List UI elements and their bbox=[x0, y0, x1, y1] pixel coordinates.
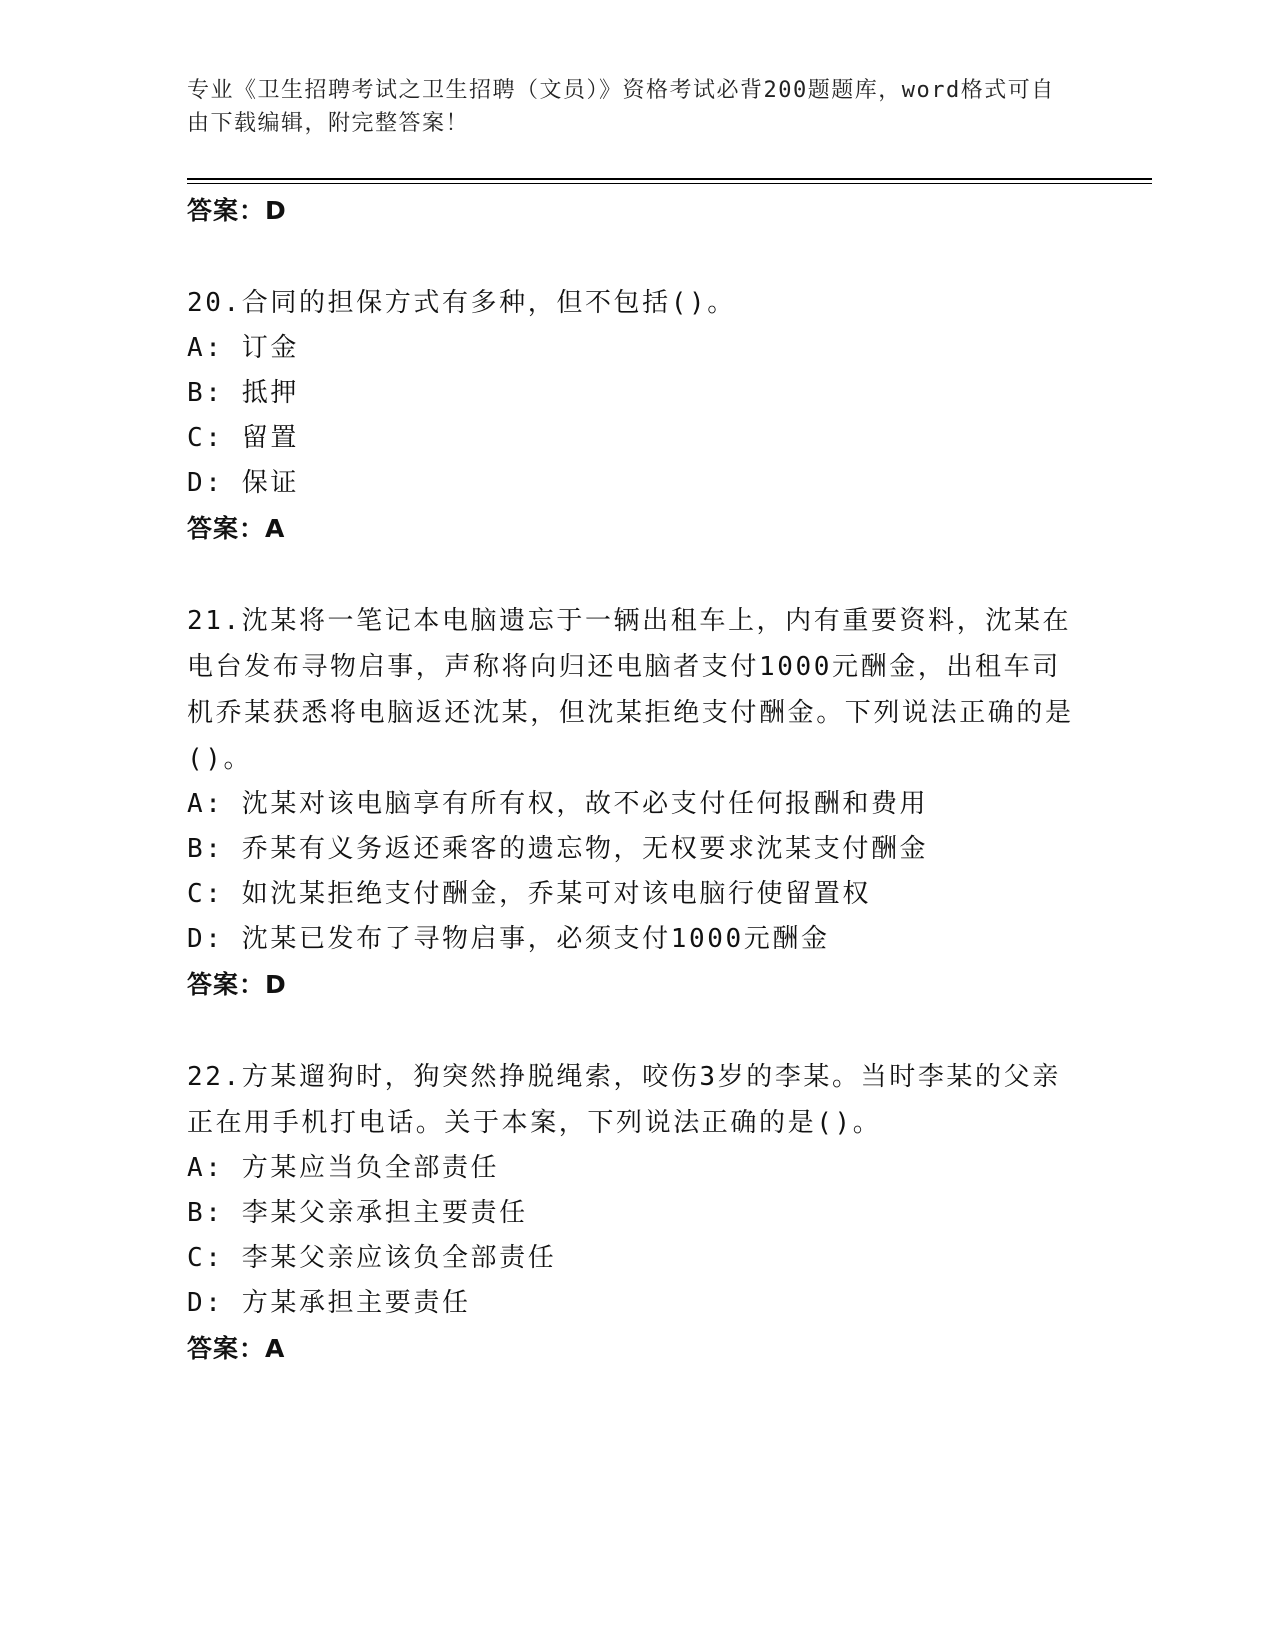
option-b: B: 抵押 bbox=[187, 378, 299, 408]
option-a: A: 订金 bbox=[187, 333, 299, 363]
page-header: 专业《卫生招聘考试之卫生招聘（文员）》资格考试必背200题题库，word格式可自由下载编辑，附完整答案！ bbox=[187, 78, 1055, 136]
spacer bbox=[187, 1008, 1087, 1054]
option-c: C: 李某父亲应该负全部责任 bbox=[187, 1243, 557, 1273]
question-list bbox=[187, 188, 1087, 1372]
option-c: C: 如沈某拒绝支付酬金，乔某可对该电脑行使留置权 bbox=[187, 879, 871, 909]
spacer bbox=[187, 552, 1087, 598]
question-block bbox=[187, 280, 1087, 552]
option-a: A: 沈某对该电脑享有所有权，故不必支付任何报酬和费用 bbox=[187, 789, 929, 819]
option-a: A: 方某应当负全部责任 bbox=[187, 1153, 500, 1183]
answer-label: 答案：A bbox=[187, 514, 286, 543]
option-c: C: 留置 bbox=[187, 423, 299, 453]
option-d: D: 保证 bbox=[187, 468, 299, 498]
answer-label: 答案：A bbox=[187, 1334, 286, 1363]
question-text: 21.沈某将一笔记本电脑遗忘于一辆出租车上，内有重要资料，沈某在电台发布寻物启事，声称将向归还电脑者支付1000元酬金，出租车司机乔某获悉将电脑返还沈某，但沈某拒绝支付酬金。下列说法正确的是()。 bbox=[187, 606, 1074, 774]
question-text: 22.方某遛狗时，狗突然挣脱绳索，咬伤3岁的李某。当时李某的父亲正在用手机打电话。关于本案，下列说法正确的是()。 bbox=[187, 1062, 1061, 1138]
answer-label: 答案：D bbox=[187, 196, 287, 225]
option-b: B: 李某父亲承担主要责任 bbox=[187, 1198, 528, 1228]
answer-label: 答案：D bbox=[187, 970, 287, 999]
header-divider-thick bbox=[187, 178, 1152, 180]
option-d: D: 方某承担主要责任 bbox=[187, 1288, 471, 1318]
option-b: B: 乔某有义务返还乘客的遗忘物，无权要求沈某支付酬金 bbox=[187, 834, 929, 864]
question-block bbox=[187, 598, 1087, 1008]
option-d: D: 沈某已发布了寻物启事，必须支付1000元酬金 bbox=[187, 924, 830, 954]
question-text: 20.合同的担保方式有多种，但不包括()。 bbox=[187, 288, 736, 318]
spacer bbox=[187, 234, 1087, 280]
header-divider-thin bbox=[187, 183, 1152, 184]
question-block bbox=[187, 1054, 1087, 1372]
